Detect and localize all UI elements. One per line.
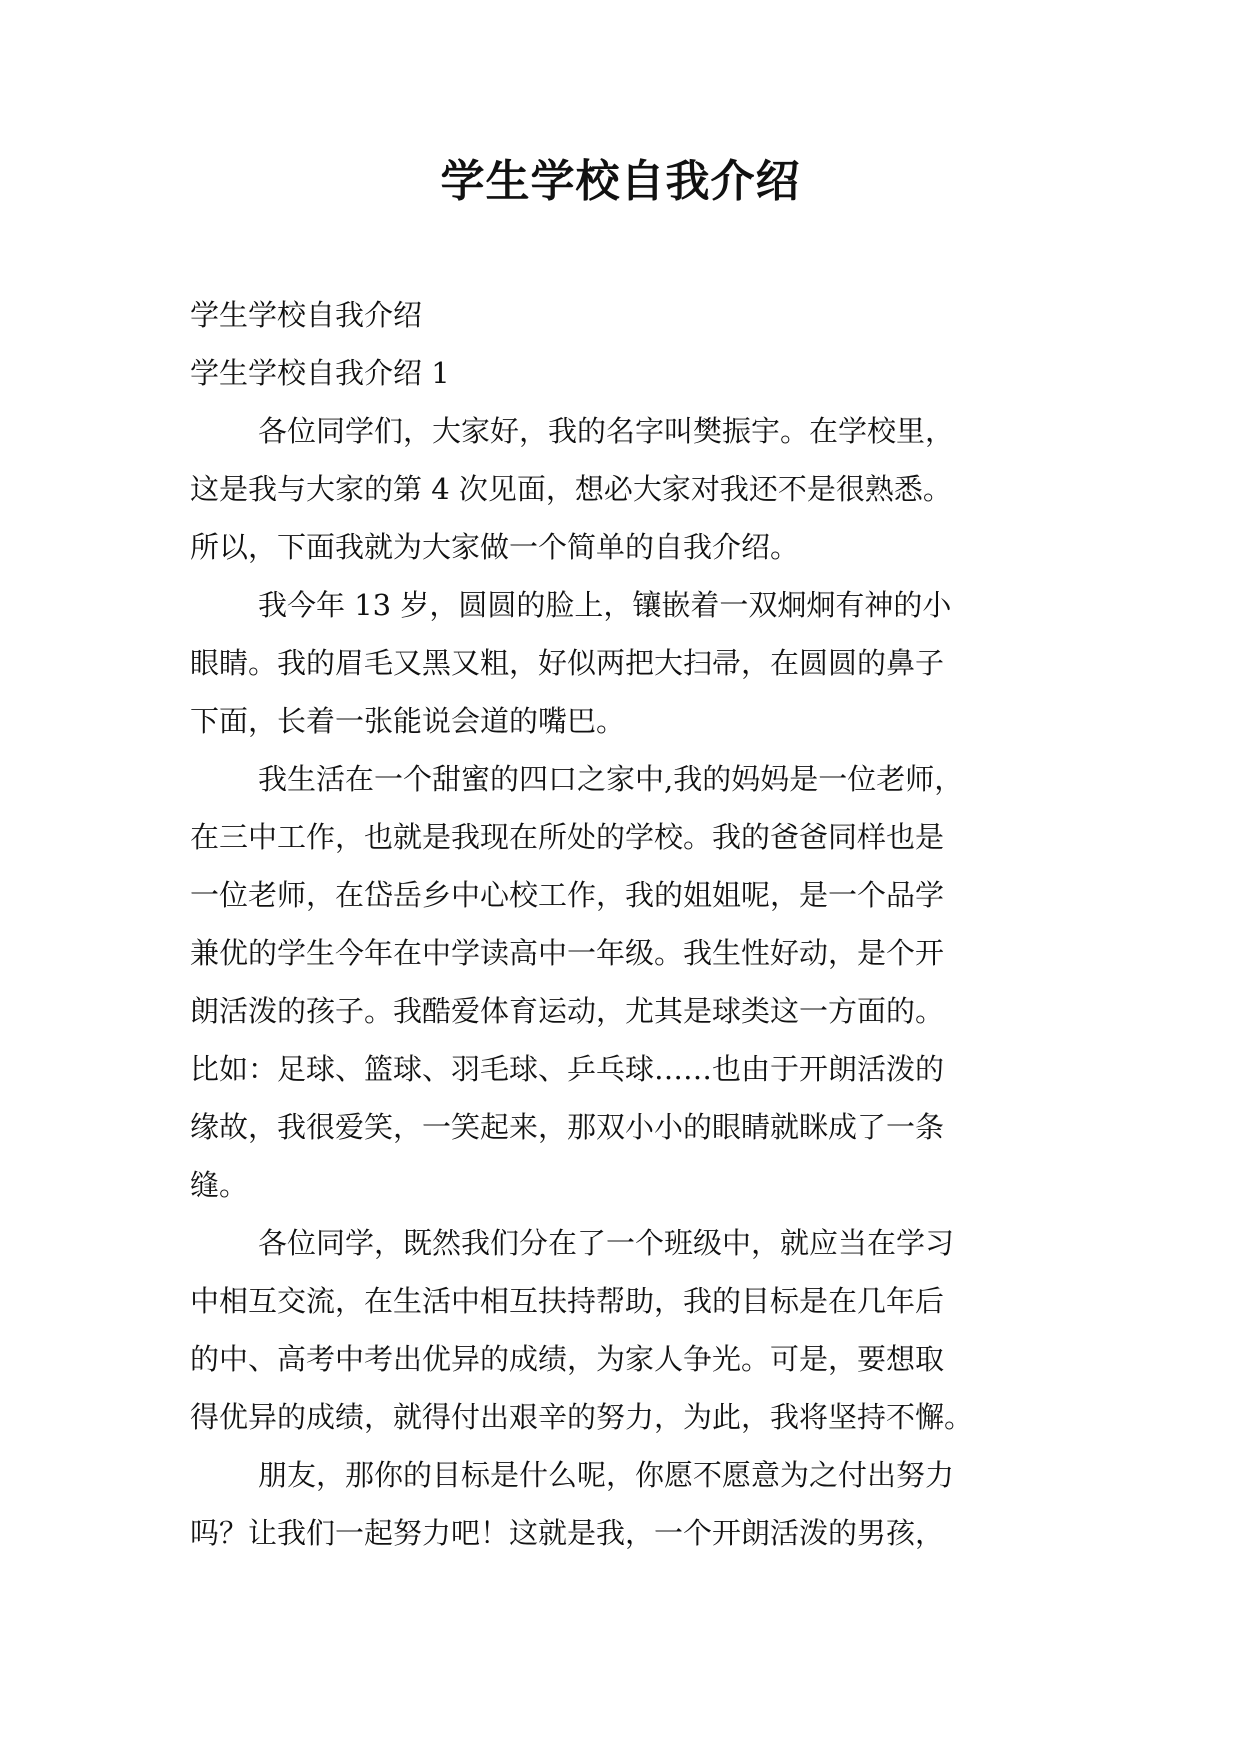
paragraph-line: 各位同学们，大家好，我的名字叫樊振宇。在学校里， <box>258 414 955 448</box>
paragraph-line: 缝。 <box>190 1168 249 1202</box>
paragraph-line: 下面，长着一张能说会道的嘴巴。 <box>190 704 626 738</box>
document-body <box>190 286 1075 1562</box>
paragraph-line: 吗？让我们一起努力吧！这就是我，一个开朗活泼的男孩， <box>190 1516 945 1550</box>
paragraph-line: 眼睛。我的眉毛又黑又粗，好似两把大扫帚，在圆圆的鼻子 <box>190 646 945 680</box>
paragraph-line: 我生活在一个甜蜜的四口之家中,我的妈妈是一位老师， <box>258 762 964 796</box>
paragraph-line: 兼优的学生今年在中学读高中一年级。我生性好动，是个开 <box>190 936 945 970</box>
subsection-heading: 学生学校自我介绍 1 <box>190 356 450 390</box>
paragraph-line: 缘故，我很爱笑，一笑起来，那双小小的眼睛就眯成了一条 <box>190 1110 945 1144</box>
paragraph-line: 各位同学，既然我们分在了一个班级中，就应当在学习 <box>258 1226 955 1260</box>
section-heading: 学生学校自我介绍 <box>190 298 423 332</box>
paragraph-line: 所以，下面我就为大家做一个简单的自我介绍。 <box>190 530 800 564</box>
paragraph-line: 一位老师，在岱岳乡中心校工作，我的姐姐呢，是一个品学 <box>190 878 945 912</box>
paragraph-line: 比如：足球、篮球、羽毛球、乒乓球……也由于开朗活泼的 <box>190 1052 945 1086</box>
paragraph-line: 的中、高考中考出优异的成绩，为家人争光。可是，要想取 <box>190 1342 945 1376</box>
paragraph-line: 在三中工作，也就是我现在所处的学校。我的爸爸同样也是 <box>190 820 945 854</box>
paragraph-line: 我今年 13 岁，圆圆的脸上，镶嵌着一双炯炯有神的小 <box>258 588 952 622</box>
paragraph-line: 朋友，那你的目标是什么呢，你愿不愿意为之付出努力 <box>258 1458 955 1492</box>
paragraph-line: 得优异的成绩，就得付出艰辛的努力，为此，我将坚持不懈。 <box>190 1400 974 1434</box>
paragraph-line: 中相互交流，在生活中相互扶持帮助，我的目标是在几年后 <box>190 1284 945 1318</box>
document-title: 学生学校自我介绍 <box>440 156 801 207</box>
paragraph-line: 朗活泼的孩子。我酷爱体育运动，尤其是球类这一方面的。 <box>190 994 945 1028</box>
paragraph-line: 这是我与大家的第 4 次见面，想必大家对我还不是很熟悉。 <box>190 472 952 506</box>
